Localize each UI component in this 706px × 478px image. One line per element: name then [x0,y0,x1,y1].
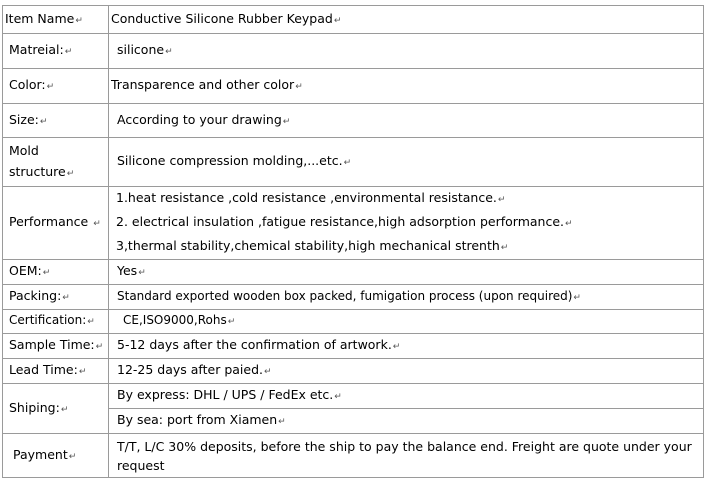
item-name-value: Conductive Silicone Rubber Keypad↵ [109,6,704,34]
paragraph-mark-icon: ↵ [497,195,506,205]
paragraph-mark-icon: ↵ [42,268,51,278]
paragraph-mark-icon: ↵ [87,317,95,327]
paragraph-mark-icon: ↵ [95,342,104,352]
table-row [3,359,704,384]
table-row [3,34,704,69]
certification-value: CE,ISO9000,Rohs↵ [109,310,704,334]
table-row [3,187,704,260]
table-row [3,69,704,104]
table-row [3,384,704,409]
paragraph-mark-icon: ↵ [93,219,101,229]
product-spec-table [2,5,704,478]
sample-time-value: 5-12 days after the confirmation of artwork.↵ [109,334,704,359]
table-row [3,6,704,34]
performance-label: Performance ↵ [3,187,109,260]
paragraph-mark-icon: ↵ [39,116,48,127]
size-value: According to your drawing↵ [109,104,704,138]
packing-value: Standard exported wooden box packed, fumigation process (upon required)↵ [109,285,704,310]
table-row [3,310,704,334]
paragraph-mark-icon: ↵ [60,404,69,415]
mold-structure-label: Mold structure↵ [3,138,109,187]
payment-value: T/T, L/C 30% deposits, before the ship to pay the balance end. Freight are quote under your request [109,434,704,478]
lead-time-label: Lead Time:↵ [3,359,109,384]
table-row [3,260,704,285]
payment-label: Payment↵ [3,434,109,478]
certification-label: Certification:↵ [3,310,109,334]
paragraph-mark-icon: ↵ [46,82,55,92]
table-row [3,409,704,434]
paragraph-mark-icon: ↵ [78,367,87,377]
lead-time-value: 12-25 days after paied.↵ [109,359,704,384]
paragraph-mark-icon: ↵ [295,82,303,92]
shipping-express-value: By express: DHL / UPS / FedEx etc.↵ [109,384,704,409]
paragraph-mark-icon: ↵ [500,243,509,253]
mold-structure-value: Silicone compression molding,...etc.↵ [109,138,704,187]
material-label: Matreial:↵ [3,34,109,69]
paragraph-mark-icon: ↵ [263,367,272,377]
paragraph-mark-icon: ↵ [75,15,83,26]
paragraph-mark-icon: ↵ [333,15,342,26]
material-value: silicone↵ [109,34,704,69]
color-label: Color:↵ [3,69,109,104]
table-row [3,334,704,359]
performance-value: 1.heat resistance ,cold resistance ,environmental resistance.↵ 2. electrical insulation ,fatigue resistance,high adsorption performance.↵ 3,thermal stability,chemical stability,high mechanical strenth↵ [109,187,704,260]
paragraph-mark-icon: ↵ [573,292,581,303]
paragraph-mark-icon: ↵ [227,317,236,327]
table-row [3,104,704,138]
paragraph-mark-icon: ↵ [282,116,291,127]
sample-time-label: Sample Time:↵ [3,334,109,359]
paragraph-mark-icon: ↵ [165,47,173,57]
color-value: Transparence and other color↵ [109,69,704,104]
size-label: Size:↵ [3,104,109,138]
paragraph-mark-icon: ↵ [278,417,286,427]
paragraph-mark-icon: ↵ [66,168,75,179]
paragraph-mark-icon: ↵ [64,47,73,57]
oem-label: OEM:↵ [3,260,109,285]
packing-label: Packing:↵ [3,285,109,310]
paragraph-mark-icon: ↵ [392,342,401,352]
shipping-label: Shiping:↵ [3,384,109,434]
item-name-label: Item Name↵ [3,6,109,34]
table-row [3,138,704,187]
oem-value: Yes↵ [109,260,704,285]
table-row [3,285,704,310]
paragraph-mark-icon: ↵ [343,158,352,168]
paragraph-mark-icon: ↵ [62,293,70,303]
shipping-sea-value: By sea: port from Xiamen↵ [109,409,704,434]
paragraph-mark-icon: ↵ [138,268,146,278]
paragraph-mark-icon: ↵ [68,451,77,462]
paragraph-mark-icon: ↵ [565,219,573,229]
paragraph-mark-icon: ↵ [334,392,342,402]
